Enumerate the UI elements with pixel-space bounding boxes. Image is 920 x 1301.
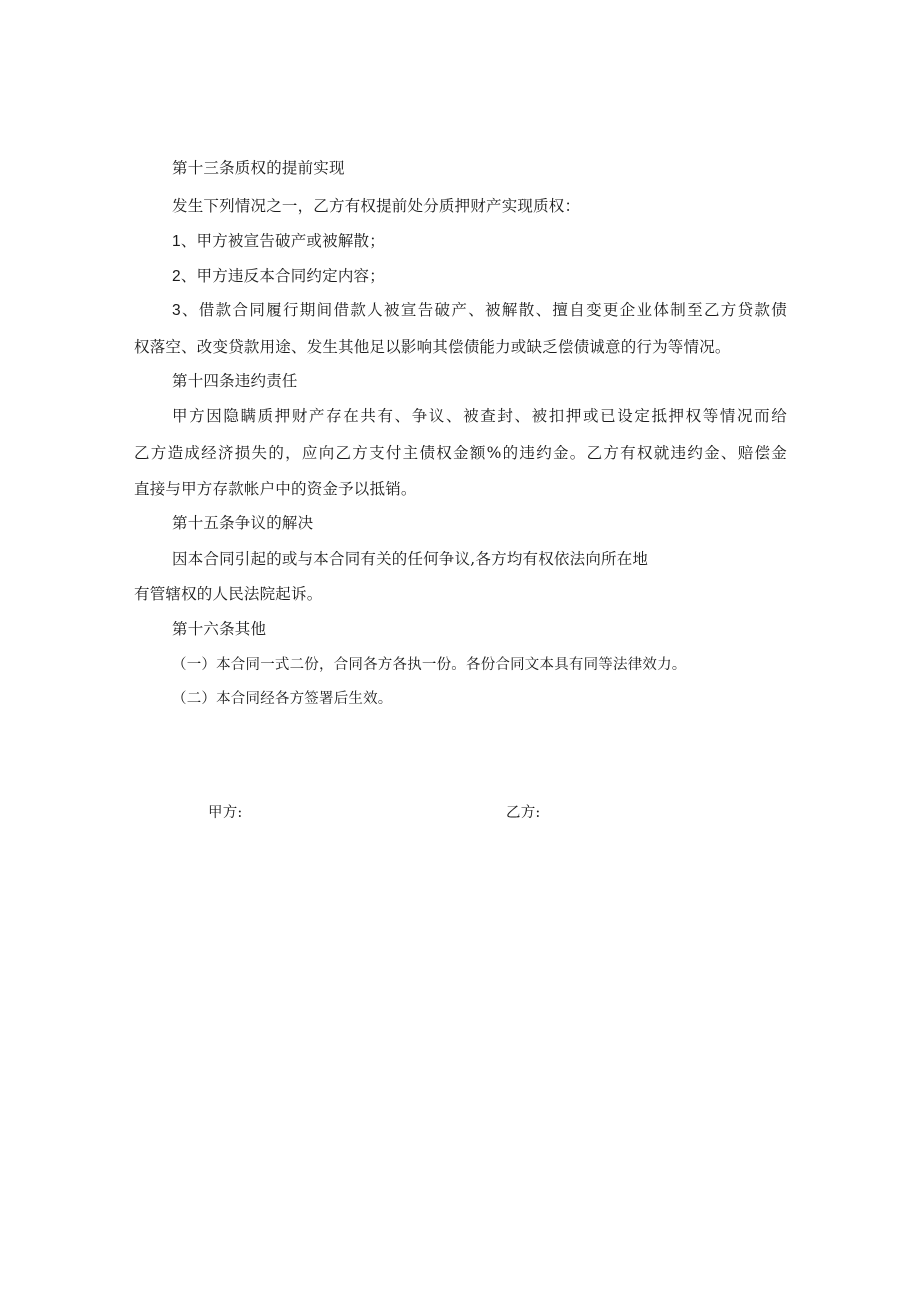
article-13-item-1 [172, 231, 385, 252]
article-16-title: 第十六条其他 [172, 620, 267, 638]
article-13-item-2 [172, 266, 385, 287]
article-13-intro: 发生下列情况之一，乙方有权提前处分质押财产实现质权： [172, 197, 581, 215]
article-16-clause: （二）本合同经各方签署后生效。 [172, 691, 393, 707]
article-13-item-3 [172, 300, 787, 321]
item-number: 2 [172, 268, 181, 285]
article-13-item-3-continued: 权落空、改变贷款用途、发生其他足以影响其偿债能力或缺乏偿债诚意的行为等情况。 [134, 338, 731, 356]
item-text: 、借款合同履行期间借款人被宣告破产、被解散、擅自变更企业体制至乙方贷款债 [180, 301, 787, 319]
article-15-title: 第十五条争议的解决 [172, 514, 314, 532]
article-15-line: 因本合同引起的或与本合同有关的任何争议,各方均有权依法向所在地 [172, 550, 649, 568]
item-text: 、甲方违反本合同约定内容； [180, 267, 385, 285]
signature-party-a: 甲方: [208, 805, 243, 821]
article-15-line: 有管辖权的人民法院起诉。 [134, 585, 323, 603]
article-14-line: 甲方因隐瞒质押财产存在共有、争议、被查封、被扣押或已设定抵押权等情况而给 [172, 407, 787, 425]
article-14-line: 直接与甲方存款帐户中的资金予以抵销。 [134, 480, 417, 498]
item-text: 、甲方被宣告破产或被解散； [180, 232, 385, 250]
article-16-clause: （一）本合同一式二份，合同各方各执一份。各份合同文本具有同等法律效力。 [172, 657, 687, 673]
item-number: 3 [172, 302, 181, 319]
signature-party-b: 乙方: [506, 805, 541, 821]
article-13-title: 第十三条质权的提前实现 [172, 159, 345, 177]
article-14-line: 乙方造成经济损失的，应向乙方支付主债权金额%的违约金。乙方有权就违约金、赔偿金 [134, 444, 787, 462]
item-number: 1 [172, 233, 181, 250]
article-14-title: 第十四条违约责任 [172, 372, 298, 390]
